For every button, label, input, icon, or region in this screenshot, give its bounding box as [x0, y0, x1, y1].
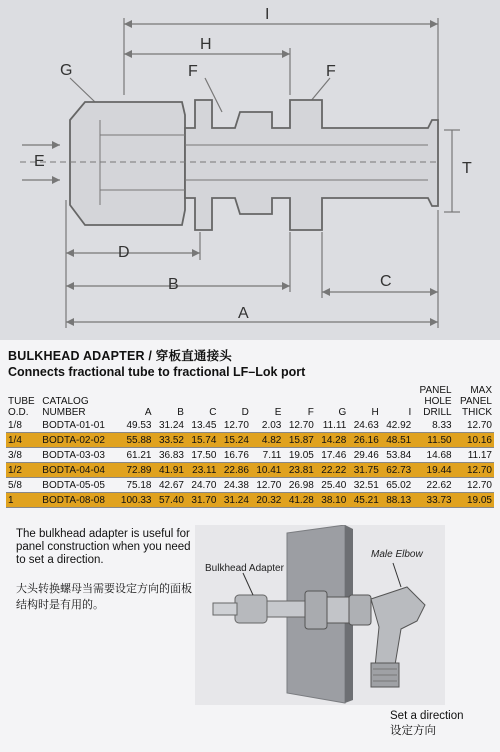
cell-drill: 8.33 [413, 418, 453, 433]
cell-i: 65.02 [381, 478, 413, 493]
page-title [8, 346, 305, 364]
cell-a: 72.89 [115, 463, 154, 478]
cell-h: 32.51 [348, 478, 380, 493]
cell-d: 31.24 [218, 493, 250, 508]
dim-label-t: T [462, 160, 472, 177]
cell-a: 55.88 [115, 433, 154, 448]
cell-e: 10.41 [251, 463, 283, 478]
subtitle: Connects fractional tube to fractional LF–Lok port [8, 365, 306, 379]
cell-cat: BODTA-01-01 [40, 418, 115, 433]
dim-label-g: G [60, 62, 73, 79]
cell-d: 22.86 [218, 463, 250, 478]
col-header-g: G [338, 407, 347, 418]
cell-od: 5/8 [6, 478, 40, 493]
col-header-i: I [408, 407, 412, 418]
table-row [6, 433, 494, 448]
cell-d: 24.38 [218, 478, 250, 493]
title-english: BULKHEAD ADAPTER / [8, 349, 153, 363]
cell-a: 49.53 [115, 418, 154, 433]
dim-label-f-left: F [188, 63, 198, 80]
cell-i: 53.84 [381, 448, 413, 463]
col-header-e: E [274, 407, 282, 418]
cell-d: 16.76 [218, 448, 250, 463]
table-row [6, 463, 494, 478]
dimension-drawing [0, 0, 500, 340]
col-header-b: B [177, 407, 184, 418]
cell-thick: 10.16 [454, 433, 494, 448]
cell-cat: BODTA-08-08 [40, 493, 115, 508]
cell-drill: 22.62 [413, 478, 453, 493]
cell-f: 41.28 [283, 493, 315, 508]
cell-cat: BODTA-02-02 [40, 433, 115, 448]
cell-thick: 19.05 [454, 493, 494, 508]
title-chinese: 穿板直通接头 [155, 349, 232, 363]
cell-e: 12.70 [251, 478, 283, 493]
cell-cat: BODTA-05-05 [40, 478, 115, 493]
dim-label-i: I [265, 6, 270, 23]
cell-d: 15.24 [218, 433, 250, 448]
technical-drawing [0, 0, 500, 340]
cell-c: 17.50 [186, 448, 218, 463]
cell-b: 31.24 [154, 418, 186, 433]
dim-label-d: D [118, 244, 130, 261]
col-header-drill: PANEL HOLE DRILL [419, 385, 452, 418]
cell-cat: BODTA-03-03 [40, 448, 115, 463]
cell-f: 19.05 [283, 448, 315, 463]
table-row [6, 478, 494, 493]
cell-f: 12.70 [283, 418, 315, 433]
cell-c: 13.45 [186, 418, 218, 433]
table-row [6, 493, 494, 508]
dim-label-c: C [380, 273, 392, 290]
cell-c: 24.70 [186, 478, 218, 493]
cell-od: 1 [6, 493, 40, 508]
section-header [8, 346, 305, 379]
label-bulkhead-adapter: Bulkhead Adapter [205, 563, 284, 574]
assembly-photo [195, 525, 445, 705]
cell-b: 36.83 [154, 448, 186, 463]
cell-od: 1/2 [6, 463, 40, 478]
dim-label-b: B [168, 276, 179, 293]
cell-h: 29.46 [348, 448, 380, 463]
cell-i: 42.92 [381, 418, 413, 433]
cell-od: 1/8 [6, 418, 40, 433]
cell-a: 100.33 [115, 493, 154, 508]
dim-label-f-right: F [326, 63, 336, 80]
description-english: The bulkhead adapter is useful for panel construction when you need to set a direction. [16, 528, 191, 566]
col-header-thick: MAX PANEL THICK [459, 385, 492, 418]
cell-od: 3/8 [6, 448, 40, 463]
cell-a: 61.21 [115, 448, 154, 463]
cell-h: 31.75 [348, 463, 380, 478]
col-header-c: C [209, 407, 217, 418]
cell-b: 41.91 [154, 463, 186, 478]
col-header-a: A [144, 407, 152, 418]
cell-e: 20.32 [251, 493, 283, 508]
cell-b: 57.40 [154, 493, 186, 508]
cell-e: 4.82 [251, 433, 283, 448]
label-male-elbow: Male Elbow [371, 549, 423, 560]
cell-g: 11.11 [316, 418, 348, 433]
cell-f: 26.98 [283, 478, 315, 493]
cell-cat: BODTA-04-04 [40, 463, 115, 478]
cell-g: 38.10 [316, 493, 348, 508]
cell-i: 48.51 [381, 433, 413, 448]
cell-c: 23.11 [186, 463, 218, 478]
cell-thick: 12.70 [454, 463, 494, 478]
col-header-h: H [371, 407, 379, 418]
cell-drill: 19.44 [413, 463, 453, 478]
cell-drill: 33.73 [413, 493, 453, 508]
cell-f: 23.81 [283, 463, 315, 478]
table-header-row [6, 385, 494, 418]
cell-c: 31.70 [186, 493, 218, 508]
cell-e: 2.03 [251, 418, 283, 433]
col-header-d: D [241, 407, 249, 418]
caption-english: Set a direction [390, 710, 464, 722]
cell-i: 88.13 [381, 493, 413, 508]
cell-d: 12.70 [218, 418, 250, 433]
table-row [6, 448, 494, 463]
caption-chinese: 设定方向 [390, 725, 436, 737]
cell-h: 26.16 [348, 433, 380, 448]
dim-label-e: E [34, 153, 45, 170]
cell-a: 75.18 [115, 478, 154, 493]
cell-thick: 12.70 [454, 418, 494, 433]
cell-b: 33.52 [154, 433, 186, 448]
col-header-f: F [307, 407, 314, 418]
spec-table [6, 385, 494, 508]
photo-caption [390, 709, 464, 739]
cell-f: 15.87 [283, 433, 315, 448]
cell-g: 25.40 [316, 478, 348, 493]
cell-c: 15.74 [186, 433, 218, 448]
cell-drill: 14.68 [413, 448, 453, 463]
dim-label-a: A [238, 305, 249, 322]
dim-label-h: H [200, 36, 212, 53]
cell-g: 17.46 [316, 448, 348, 463]
cell-thick: 12.70 [454, 478, 494, 493]
cell-b: 42.67 [154, 478, 186, 493]
cell-drill: 11.50 [413, 433, 453, 448]
cell-i: 62.73 [381, 463, 413, 478]
col-header-catalog: CATALOG NUMBER [42, 396, 89, 418]
cell-h: 24.63 [348, 418, 380, 433]
cell-g: 14.28 [316, 433, 348, 448]
cell-e: 7.11 [251, 448, 283, 463]
cell-thick: 11.17 [454, 448, 494, 463]
cell-h: 45.21 [348, 493, 380, 508]
description-chinese: 大头转换螺母当需要设定方向的面板结构时是有用的。 [16, 583, 192, 611]
table-row [6, 418, 494, 433]
cell-g: 22.22 [316, 463, 348, 478]
col-header-tube: TUBE O.D. [8, 396, 35, 418]
cell-od: 1/4 [6, 433, 40, 448]
